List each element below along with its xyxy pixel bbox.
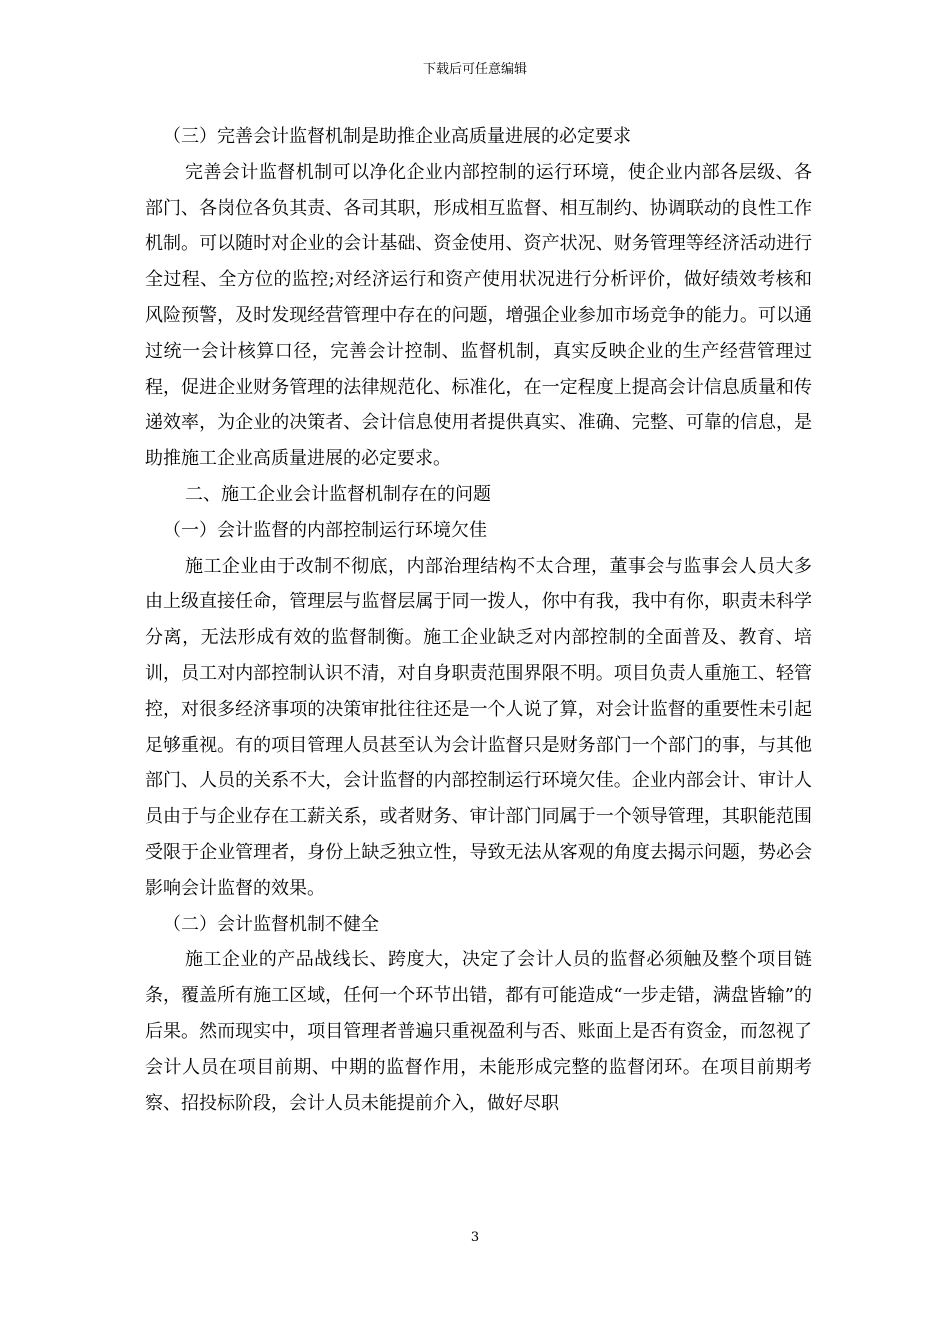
section-heading-1: （一）会计监督的内部控制运行环境欠佳 bbox=[163, 519, 487, 541]
body-paragraph: 施工企业由于改制不彻底，内部治理结构不太合理，董事会与监事会人员大多由上级直接任命，管理层与监督层属于同一拨人，你中有我，我中有你，职责未科学分离，无法形成有效的监督制衡。施工企业缺乏对内部控制的全面普及、教育、培训，员工对内部控制认识不清，对自身职责范围界限不明。项目负责人重施工、轻管控，对很多经济事项的决策审批往往还是一个人说了算，对会计监督的重要性未引起足够重视。有的项目管理人员甚至认为会计监督只是财务部门一个部门的事，与其他部门、人员的关系不大，会计监督的内部控制运行环境欠佳。企业内部会计、审计人员由于与企业存在工薪关系，或者财务、审计部门同属于一个领导管理，其职能范围受限于企业管理者，身份上缺乏独立性，导致无法从客观的角度去揭示问题，势必会影响会计监督的效果。 bbox=[145, 555, 812, 899]
section-heading-2: （二）会计监督机制不健全 bbox=[163, 913, 379, 935]
page-header: 下载后可任意编辑 bbox=[422, 62, 527, 77]
document-body bbox=[145, 119, 812, 1121]
section-heading-3: （三）完善会计监督机制是助推企业高质量进展的必定要求 bbox=[163, 126, 631, 147]
chapter-heading-2: 二、施工企业会计监督机制存在的问题 bbox=[185, 483, 491, 505]
page-number: 3 bbox=[470, 1230, 480, 1245]
body-paragraph: 施工企业的产品战线长、跨度大，决定了会计人员的监督必须触及整个项目链条，覆盖所有施工区域，任何一个环节出错，都有可能造成“一步走错，满盘皆输”的后果。然而现实中，项目管理者普遍只重视盈利与否、账面上是否有资金，而忽视了会计人员在项目前期、中期的监督作用，未能形成完整的监督闭环。在项目前期考察、招投标阶段，会计人员未能提前介入，做好尽职 bbox=[145, 949, 812, 1114]
body-paragraph: 完善会计监督机制可以净化企业内部控制的运行环境，使企业内部各层级、各部门、各岗位各负其责、各司其职，形成相互监督、相互制约、协调联动的良性工作机制。可以随时对企业的会计基础、资金使用、资产状况、财务管理等经济活动进行全过程、全方位的监控;对经济运行和资产使用状况进行分析评价，做好绩效考核和风险预警，及时发现经营管理中存在的问题，增强企业参加市场竞争的能力。可以通过统一会计核算口径，完善会计控制、监督机制，真实反映企业的生产经营管理过程，促进企业财务管理的法律规范化、标准化，在一定程度上提高会计信息质量和传递效率，为企业的决策者、会计信息使用者提供真实、准确、完整、可靠的信息，是助推施工企业高质量进展的必定要求。 bbox=[145, 161, 812, 470]
